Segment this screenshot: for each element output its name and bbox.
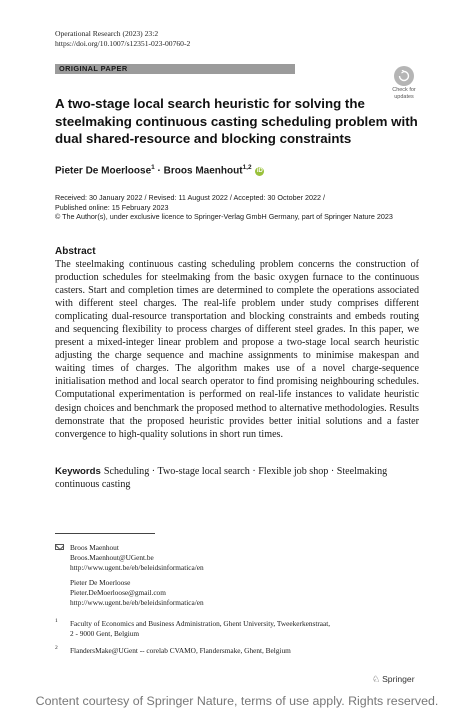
courtesy-watermark: Content courtesy of Springer Nature, terms of use apply. Rights reserved. xyxy=(35,694,439,708)
check-for-updates-icon xyxy=(394,66,414,86)
history-dates: Received: 30 January 2022 / Revised: 11 August 2022 / Accepted: 30 October 2022 / xyxy=(55,193,325,202)
journal-citation: Operational Research (2023) 23:2 xyxy=(55,29,159,38)
contact-name: Broos Maenhout xyxy=(70,543,119,552)
abstract-heading: Abstract xyxy=(55,246,96,257)
doi-link[interactable]: https://doi.org/10.1007/s12351-023-00760-2 xyxy=(55,39,191,48)
author-affiliation-marker: 1 xyxy=(151,164,155,171)
paper-title: A two-stage local search heuristic for solving the steelmaking continuous casting scheduling problem with dual shared-resource and blocking constraints xyxy=(55,96,418,146)
affiliation-line: Faculty of Economics and Business Administration, Ghent University, Tweekerkenstraat, xyxy=(70,619,331,628)
publisher-name: Springer xyxy=(382,674,415,684)
affiliation-number: 2 xyxy=(55,645,58,651)
contact-email[interactable]: Broos.Maenhout@UGent.be xyxy=(70,552,154,562)
article-type-banner xyxy=(55,64,295,74)
affiliation-line: FlandersMake@UGent -- corelab CVAMO, Flandersmake, Ghent, Belgium xyxy=(70,646,291,655)
check-for-updates-line2: updates xyxy=(394,94,414,100)
copyright-notice: © The Author(s), under exclusive licence to Springer-Verlag GmbH Germany, part of Springer Nature 2023 xyxy=(55,212,393,222)
affiliation-line: 2 - 9000 Gent, Belgium xyxy=(70,628,140,638)
affiliation-number: 1 xyxy=(55,618,58,624)
author-name[interactable]: Pieter De Moerloose xyxy=(55,165,152,177)
keywords-list: Scheduling · Two-stage local search · Flexible job shop · Steelmaking continuous casting xyxy=(55,466,388,490)
article-type-label: ORIGINAL PAPER xyxy=(59,64,128,73)
author-separator: · xyxy=(154,165,164,177)
published-online-date: Published online: 15 February 2023 xyxy=(55,202,169,212)
author-name[interactable]: Broos Maenhout xyxy=(163,165,243,177)
footnote-divider xyxy=(55,533,155,534)
keywords-heading: Keywords xyxy=(55,466,101,477)
contact-name: Pieter De Moerloose xyxy=(70,578,131,588)
orcid-icon[interactable]: iD xyxy=(256,168,263,175)
contact-url[interactable]: http://www.ugent.be/eb/beleidsinformatica/en xyxy=(70,562,204,572)
abstract-text: The steelmaking continuous casting scheduling problem concerns the construction of production schedules for steelmaking from the basic oxygen furnace to the continuous casters. Start and completion times are determined to complete the operations associated with different steel charges. The real-life problem under study comprises different complicating dual-resource transportation and blocking constraints and embeds routing and sequencing flexibility to process charges of different steel grades. In this paper, we present a mixed-integer linear problem and propose a two-stage local search heuristic adjusting the charge sequence and machine assignments to minimise makespan and waiting times of charges. The algorithm makes use of a novel charge-sequence initialisation method and local search operator to find promising neighbouring schedules. Computational experimentation is performed on real-life instances to validate heuristic design choices and benchmark the proposed method to alternative methodologies. Results demonstrate that the proposed heuristic provides better initial solutions and a faster convergence to high-quality solutions in short run times. xyxy=(55,259,419,440)
contact-email[interactable]: Pieter.DeMoerloose@gmail.com xyxy=(70,588,166,598)
keywords-section xyxy=(55,465,419,491)
author-list xyxy=(55,161,264,178)
contact-url[interactable]: http://www.ugent.be/eb/beleidsinformatica/en xyxy=(70,597,204,607)
springer-horse-icon: ♘ xyxy=(372,674,381,684)
publisher-logo xyxy=(372,674,415,685)
check-for-updates-line1: Check for xyxy=(392,87,416,93)
publication-dates xyxy=(55,193,435,222)
journal-header xyxy=(55,29,190,49)
author-affiliation-marker: 1,2 xyxy=(242,164,252,171)
envelope-icon xyxy=(55,544,64,550)
